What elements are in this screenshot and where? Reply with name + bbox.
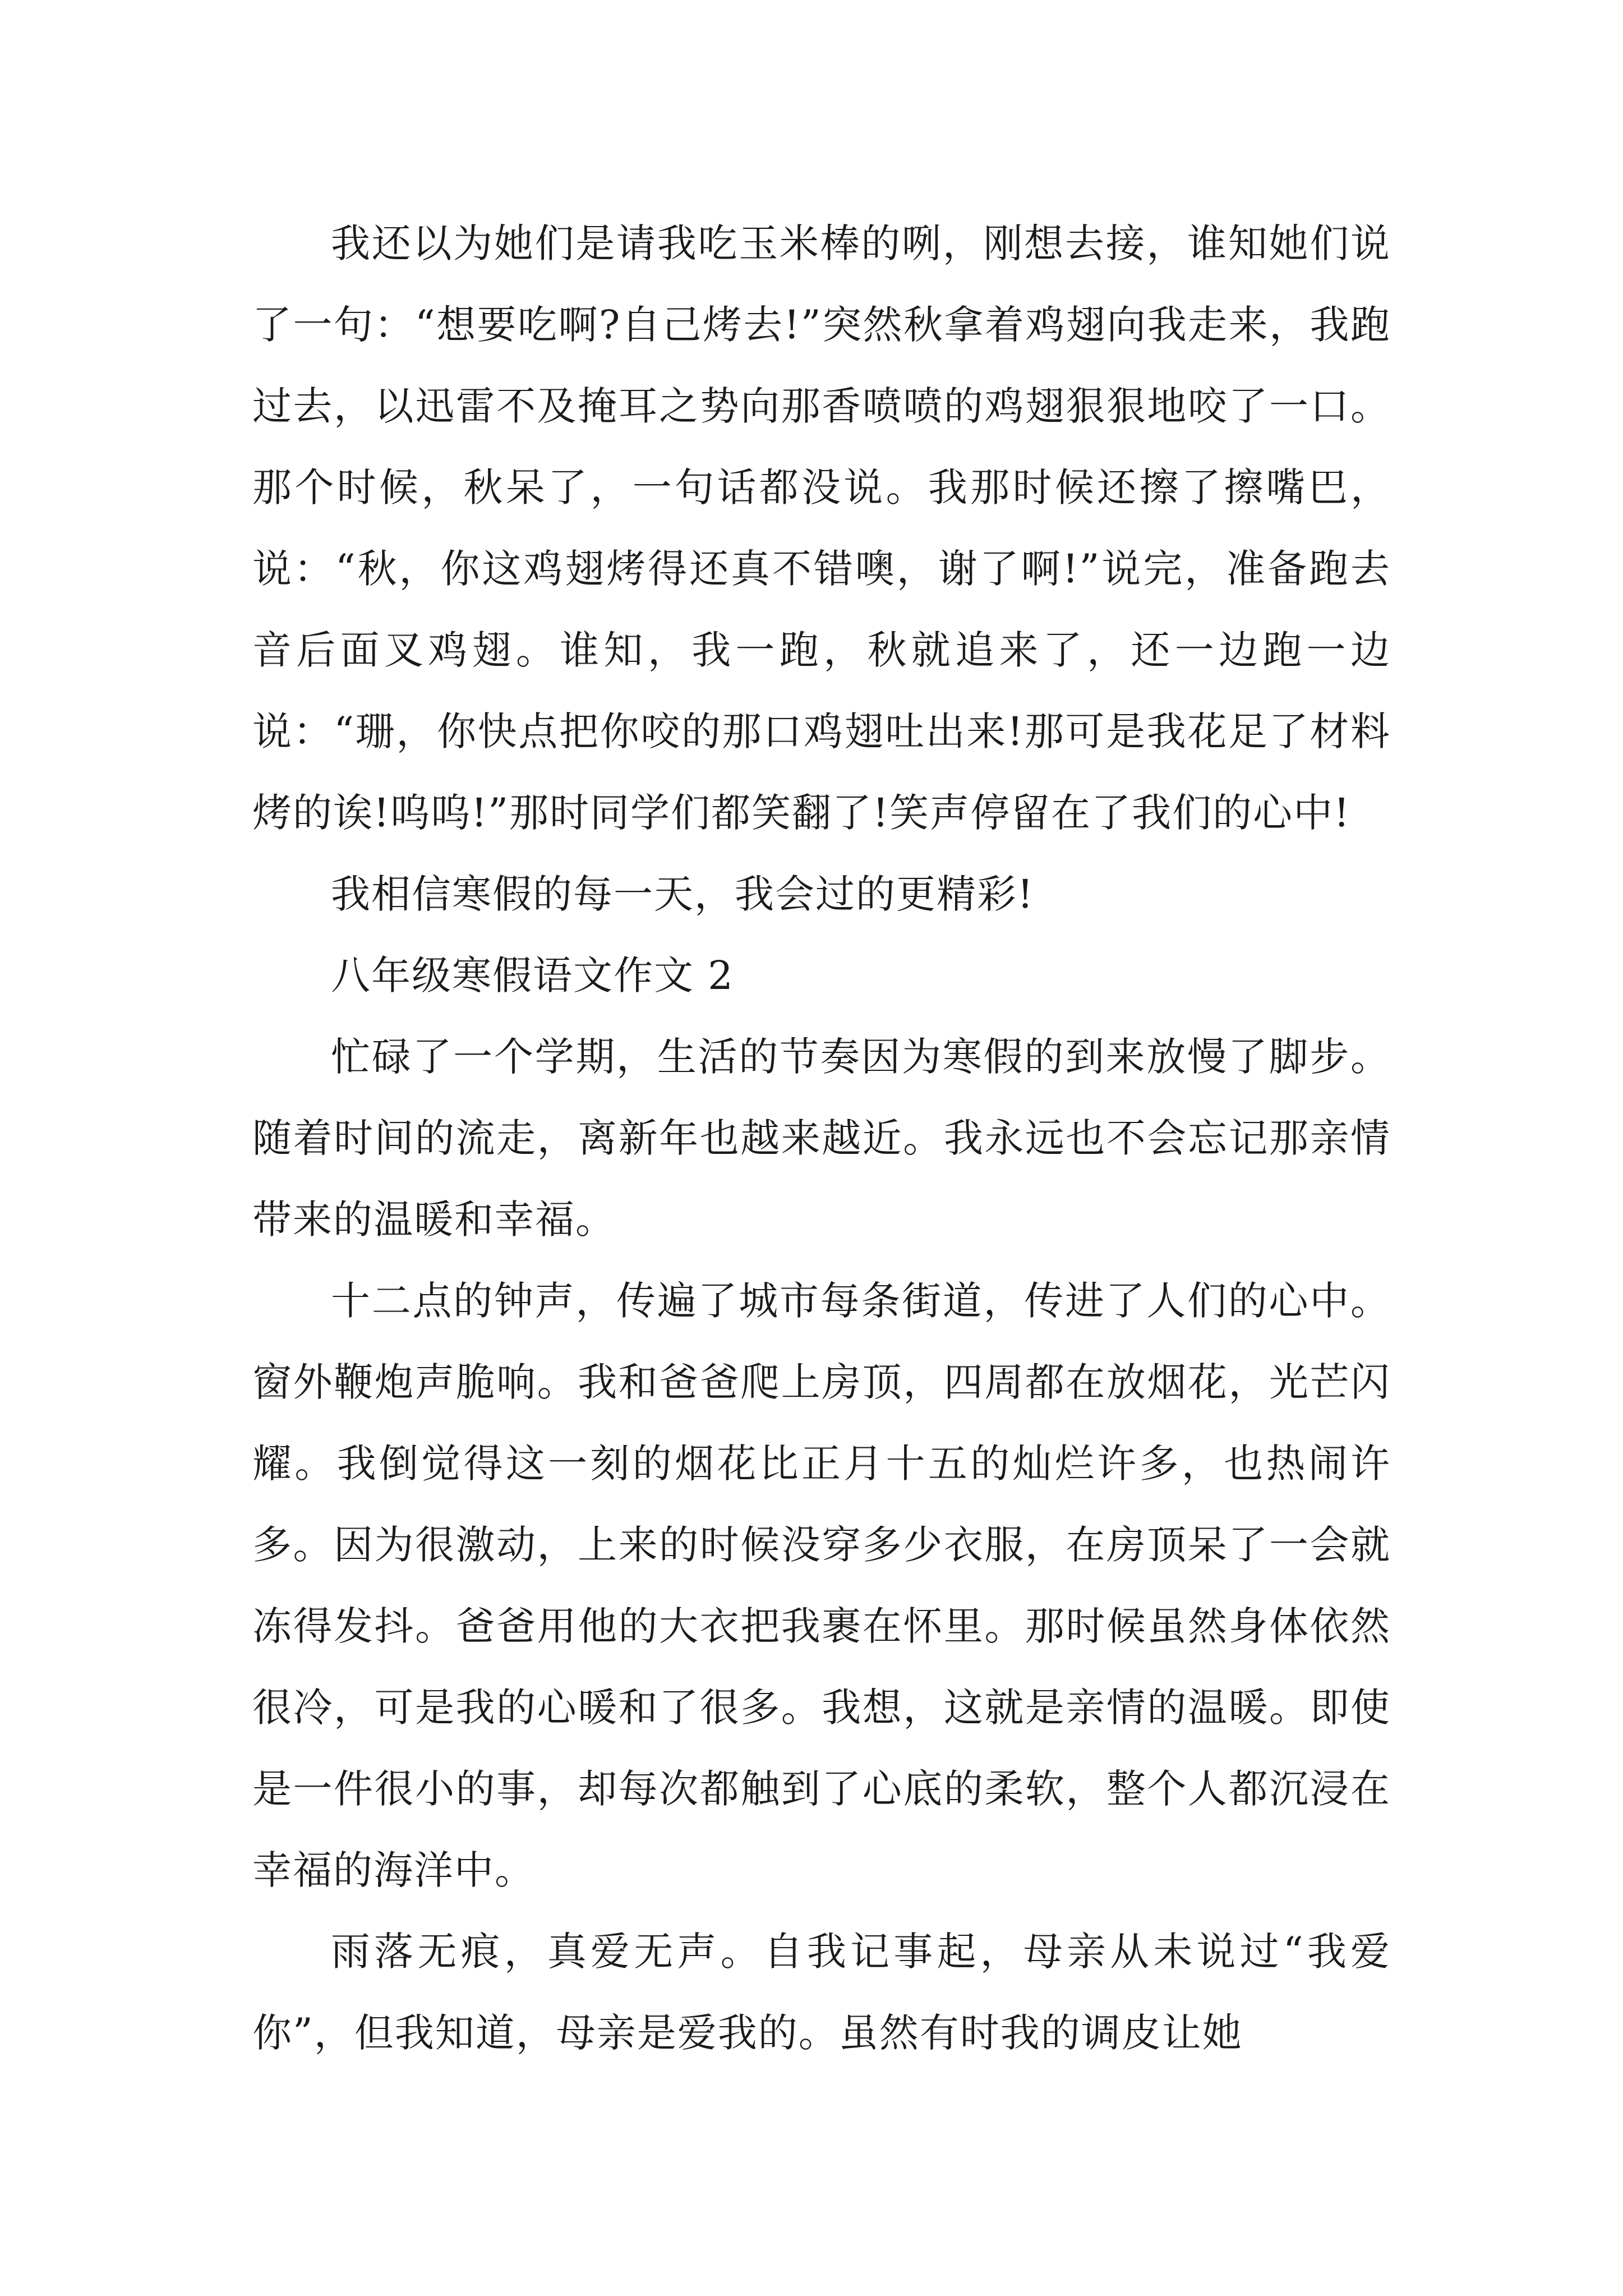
paragraph-4: 十二点的钟声，传遍了城市每条街道，传进了人们的心中。窗外鞭炮声脆响。我和爸爸爬上房顶，四周都在放烟花，光芒闪耀。我倒觉得这一刻的烟花比正月十五的灿烂许多，也热闹许多。因为很激动，上来的时候没穿多少衣服，在房顶呆了一会就冻得发抖。爸爸用他的大衣把我裹在怀里。那时候虽然身体依然很冷，可是我的心暖和了很多。我想，这就是亲情的温暖。即使是一件很小的事，却每次都触到了心底的柔软，整个人都沉浸在幸福的海洋中。 [252,1278,1391,1893]
paragraph-1: 我还以为她们是请我吃玉米棒的咧，刚想去接，谁知她们说了一句：“想要吃啊?自己烤去!”突然秋拿着鸡翅向我走来，我跑过去，以迅雷不及掩耳之势向那香喷喷的鸡翅狠狠地咬了一口。那个时候，秋呆了，一句话都没说。我那时候还擦了擦嘴巴，说：“秋，你这鸡翅烤得还真不错噢，谢了啊!”说完，准备跑去音后面叉鸡翅。谁知，我一跑，秋就追来了，还一边跑一边说：“珊，你快点把你咬的那口鸡翅吐出来!那可是我花足了材料烤的诶!呜呜!”那时同学们都笑翻了!笑声停留在了我们的心中! [252,220,1391,836]
paragraph-5: 雨落无痕，真爱无声。自我记事起，母亲从未说过“我爱你”，但我知道，母亲是爱我的。虽然有时我的调皮让她 [252,1929,1391,2056]
section-heading: 八年级寒假语文作文 2 [331,953,734,999]
paragraph-2: 我相信寒假的每一天，我会过的更精彩! [331,871,1035,917]
paragraph-3: 忙碌了一个学期，生活的节奏因为寒假的到来放慢了脚步。随着时间的流走，离新年也越来越近。我永远也不会忘记那亲情带来的温暖和幸福。 [252,1034,1391,1243]
document-body [252,203,1391,2074]
